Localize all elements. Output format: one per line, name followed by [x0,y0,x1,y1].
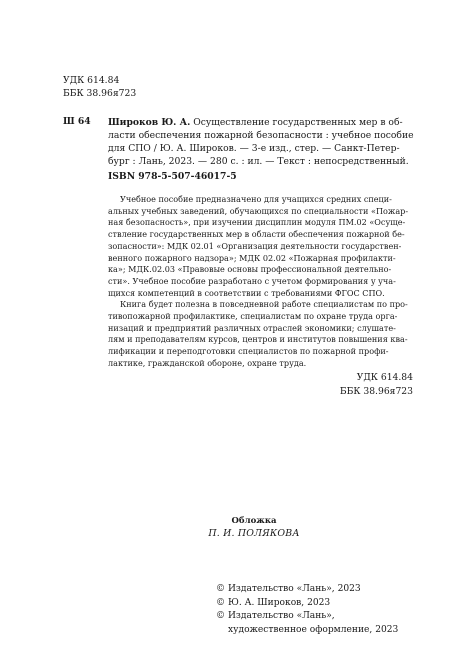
biblio-line: для СПО / Ю. А. Широков. — 3-е изд., стер. — Санкт-Петер- [108,143,400,154]
copyright-line: © Издательство «Лань», 2023 [216,584,361,594]
cover-credit [154,515,354,541]
biblio-line: ласти обеспечения пожарной безопасности : учебное пособие [108,130,414,141]
abstract-line: низаций и предприятий различных отраслей экономики; слушате- [108,322,396,333]
abstract-line: сти». Учебное пособие разработано с учетом формирования у уча- [108,275,396,286]
abstract-line: ная безопасность», при изучении дисциплин модуля ПМ.02 «Осуще- [108,217,406,228]
bibliographic-record [108,116,413,168]
abstract-line: ка»; МДК.02.03 «Правовые основы профессиональной деятельно- [108,264,392,275]
biblio-line: бург : Лань, 2023. — 280 с. : ил. — Текст : непосредственный. [108,156,409,167]
biblio-line [108,116,413,129]
copyright-line: художественное оформление, 2023 [228,624,399,635]
classification-codes-right [306,371,413,399]
author-mark: Ш 64 [63,116,91,127]
classification-codes-top [63,74,136,100]
abstract-line: Учебное пособие предназначено для учащихся средних специ- [120,194,392,204]
cover-designer: П. И. ПОЛЯКОВА [208,528,300,539]
abstract-line: тивопожарной профилактике, специалистам по охране труда орга- [108,311,398,322]
abstract-line: лактике, гражданской обороне, охране труда. [108,357,307,368]
bbk-code: ББК 38.96я723 [339,386,413,397]
abstract-line: лификации и переподготовки специалистов по пожарной профи- [108,346,389,357]
abstract-line: Книга будет полезна в повседневной работе специалистам по про- [120,299,408,310]
copyright-block [216,583,398,637]
cover-label: Обложка [231,516,277,526]
biblio-title-start: Осуществление государственных мер в об- [190,117,403,128]
abstract-line: зопасности»: МДК 02.01 «Организация деятельности государствен- [108,240,402,251]
abstract-line: альных учебных заведений, обучающихся по специальности «Пожар- [108,205,409,216]
copyright-line: © Ю. А. Широков, 2023 [216,597,331,608]
isbn: ISBN 978-5-507-46017-5 [108,171,237,182]
udk-code: УДК 614.84 [356,372,413,383]
author-name: Широков Ю. А. [108,117,191,128]
abstract-line: ствление государственных мер в области обеспечения пожарной бе- [108,229,405,240]
bbk-code: ББК 38.96я723 [63,88,137,99]
abstract-line: венного пожарного надзора»; МДК 02.02 «Пожарная профилакти- [108,252,396,263]
abstract-line: щихся компетенций в соответствии с требованиями ФГОС СПО. [108,287,385,298]
abstract [108,194,413,370]
copyright-line: © Издательство «Лань», [216,611,335,621]
udk-code: УДК 614.84 [63,75,120,86]
abstract-line: лям и преподавателям курсов, центров и институтов повышения ква- [108,334,408,345]
